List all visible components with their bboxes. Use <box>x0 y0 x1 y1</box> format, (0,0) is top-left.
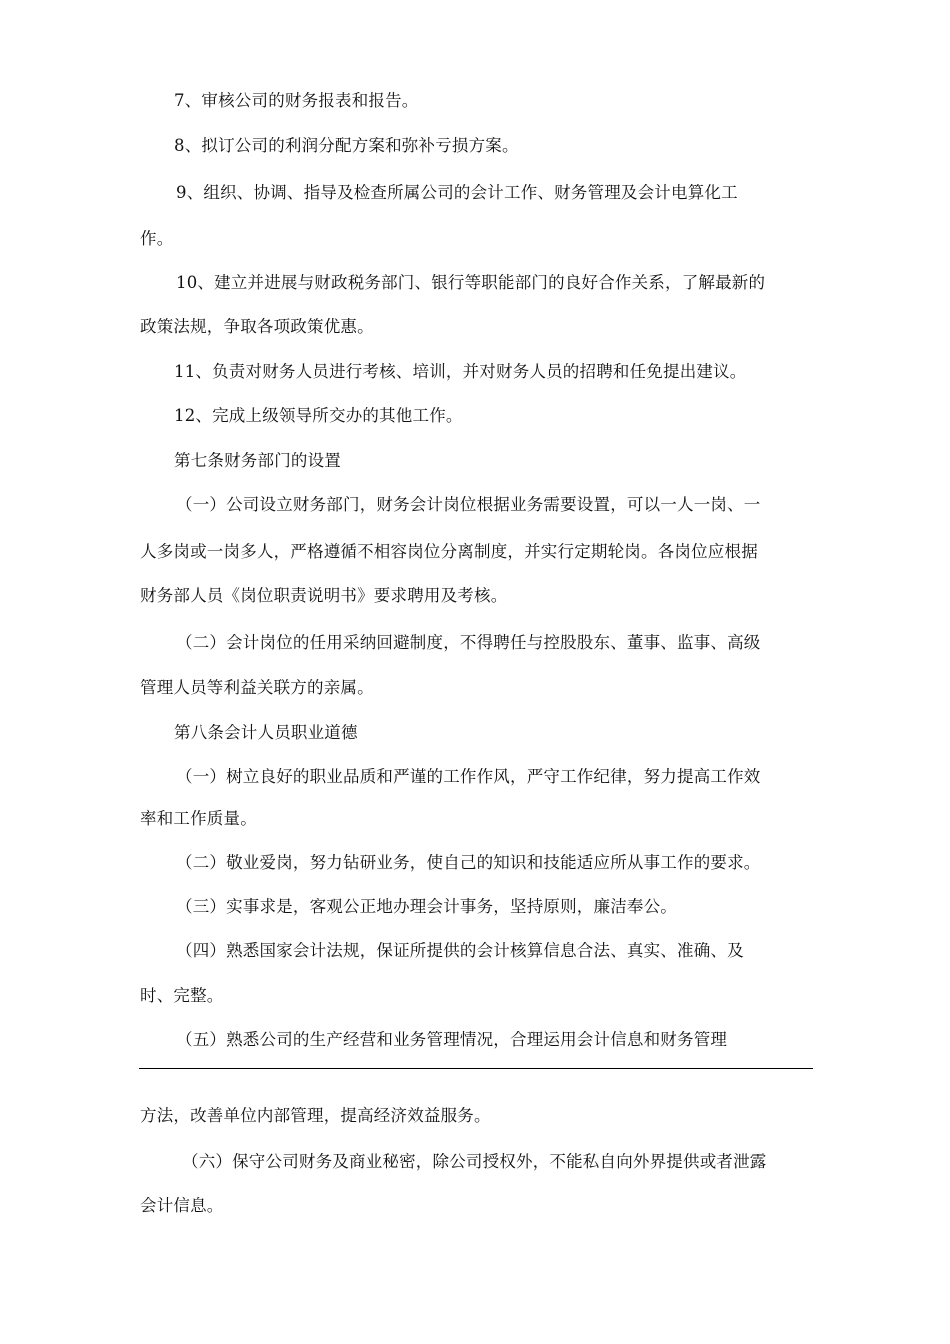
paragraph-item-10-line-1: 10、建立并进展与财政税务部门、银行等职能部门的良好合作关系，了解最新的 <box>176 273 766 292</box>
article-7-clause-1-line-2: 人多岗或一岗多人，严格遵循不相容岗位分离制度，并实行定期轮岗。各岗位应根据 <box>140 542 758 561</box>
page-divider-line <box>139 1068 813 1069</box>
article-8-clause-1-line-1: （一）树立良好的职业品质和严谨的工作作风，严守工作纪律，努力提高工作效 <box>176 767 761 786</box>
article-8-clause-4-line-2: 时、完整。 <box>140 986 224 1005</box>
article-8-title: 第八条会计人员职业道德 <box>174 723 358 742</box>
article-8-clause-5-line-1: （五）熟悉公司的生产经营和业务管理情况，合理运用会计信息和财务管理 <box>176 1030 728 1049</box>
paragraph-item-9-line-2: 作。 <box>140 229 174 248</box>
article-8-clause-5-line-2: 方法，改善单位内部管理，提高经济效益服务。 <box>140 1106 491 1125</box>
article-8-clause-6-line-2: 会计信息。 <box>140 1196 224 1215</box>
article-8-clause-6-line-1: （六）保守公司财务及商业秘密，除公司授权外，不能私自向外界提供或者泄露 <box>182 1152 767 1171</box>
article-8-clause-1-line-2: 率和工作质量。 <box>140 809 257 828</box>
article-8-clause-4-line-1: （四）熟悉国家会计法规，保证所提供的会计核算信息合法、真实、准确、及 <box>176 941 744 960</box>
paragraph-item-12: 12、完成上级领导所交办的其他工作。 <box>174 406 463 425</box>
article-7-clause-1-line-1: （一）公司设立财务部门，财务会计岗位根据业务需要设置，可以一人一岗、一 <box>176 495 761 514</box>
article-7-clause-2-line-2: 管理人员等利益关联方的亲属。 <box>140 678 374 697</box>
article-8-clause-2: （二）敬业爱岗，努力钻研业务，使自己的知识和技能适应所从事工作的要求。 <box>176 853 761 872</box>
paragraph-item-9-line-1: 9、组织、协调、指导及检查所属公司的会计工作、财务管理及会计电算化工 <box>176 183 738 202</box>
paragraph-item-10-line-2: 政策法规，争取各项政策优惠。 <box>140 317 374 336</box>
paragraph-item-11: 11、负责对财务人员进行考核、培训，并对财务人员的招聘和任免提出建议。 <box>174 362 747 381</box>
article-7-title: 第七条财务部门的设置 <box>174 451 341 470</box>
article-8-clause-3: （三）实事求是，客观公正地办理会计事务，坚持原则，廉洁奉公。 <box>176 897 677 916</box>
paragraph-item-7: 7、审核公司的财务报表和报告。 <box>174 91 419 110</box>
paragraph-item-8: 8、拟订公司的利润分配方案和弥补亏损方案。 <box>174 136 519 155</box>
article-7-clause-2-line-1: （二）会计岗位的任用采纳回避制度，不得聘任与控股股东、董事、监事、高级 <box>176 633 761 652</box>
article-7-clause-1-line-3: 财务部人员《岗位职责说明书》要求聘用及考核。 <box>140 586 508 605</box>
